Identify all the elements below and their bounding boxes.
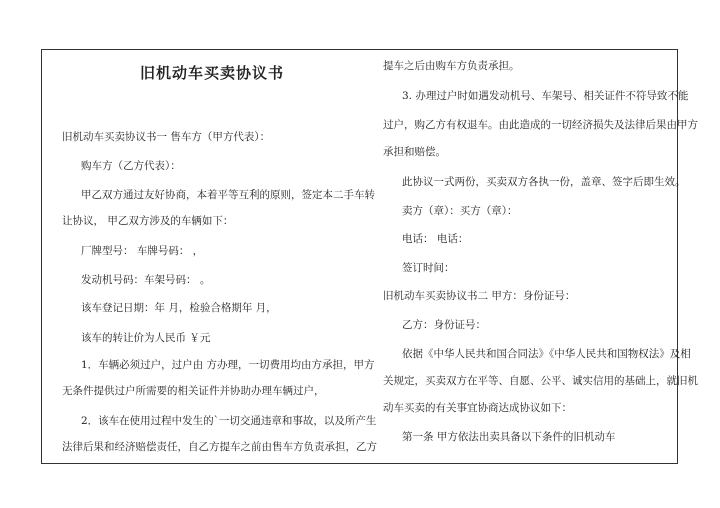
paragraph-line: 乙方：身份证号： <box>402 319 486 331</box>
paragraph-line: 第一条 甲方依法出卖具备以下条件的旧机动车 <box>402 431 616 443</box>
paragraph-line: 旧机动车买卖协议书一 售车方（甲方代表）： <box>62 131 271 143</box>
paragraph-line: 依据《中华人民共和国合同法》《中华人民共和国物权法》及相 <box>402 348 691 360</box>
paragraph-line: 3. 办理过户时如遇发动机号、车架号、相关证件不符导致不能 <box>402 90 689 102</box>
paragraph-line: 该车登记日期：年 月，检验合格期年 月， <box>81 302 277 314</box>
paragraph-line: 该车的转让价为人民币 ￥元 <box>81 332 211 344</box>
paragraph-line: 关规定，买卖双方在平等、自愿、公平、诚实信用的基础上，就旧机 <box>383 375 698 387</box>
paragraph-line: 此协议一式两份，买卖双方各执一份，盖章、签字后即生效。 <box>402 176 686 188</box>
paragraph-line: 提车之后由购车方负责承担。 <box>383 60 520 72</box>
paragraph-line: 购车方（乙方代表）： <box>81 160 181 172</box>
paragraph-line: 厂牌型号： 车牌号码： ， <box>81 245 204 257</box>
document-title: 旧机动车买卖协议书 <box>140 64 285 82</box>
paragraph-line: 过户，购乙方有权退车。由此造成的一切经济损失及法律后果由甲方 <box>383 119 698 131</box>
paragraph-line: 旧机动车买卖协议书二 甲方：身份证号： <box>383 290 576 302</box>
paragraph-line: 承担和赔偿。 <box>383 146 446 158</box>
paragraph-line: 让协议， 甲乙双方涉及的车辆如下： <box>62 215 234 227</box>
paragraph-line: 1．车辆必须过户，过户由 方办理，一切费用均由方承担，甲方 <box>81 359 375 371</box>
paragraph-line: 卖方（章）：买方（章）： <box>402 205 518 217</box>
paragraph-line: 动车买卖的有关事宜协商达成协议如下： <box>383 402 572 414</box>
paragraph-line: 2．该车在使用过程中发生的`一切交通违章和事故，以及所产生 <box>81 415 377 427</box>
paragraph-line: 甲乙双方通过友好协商，本着平等互利的原则，签定本二手车转 <box>81 189 375 201</box>
paragraph-line: 发动机号码：车架号码： 。 <box>81 274 211 286</box>
paragraph-line: 法律后果和经济赔偿责任，自乙方提车之前由售车方负责承担，乙方 <box>62 441 377 453</box>
paragraph-line: 电话： 电话： <box>402 233 469 245</box>
paragraph-line: 签订时间： <box>402 262 455 274</box>
paragraph-line: 无条件提供过户所需要的相关证件并协助办理车辆过户， <box>62 385 325 397</box>
